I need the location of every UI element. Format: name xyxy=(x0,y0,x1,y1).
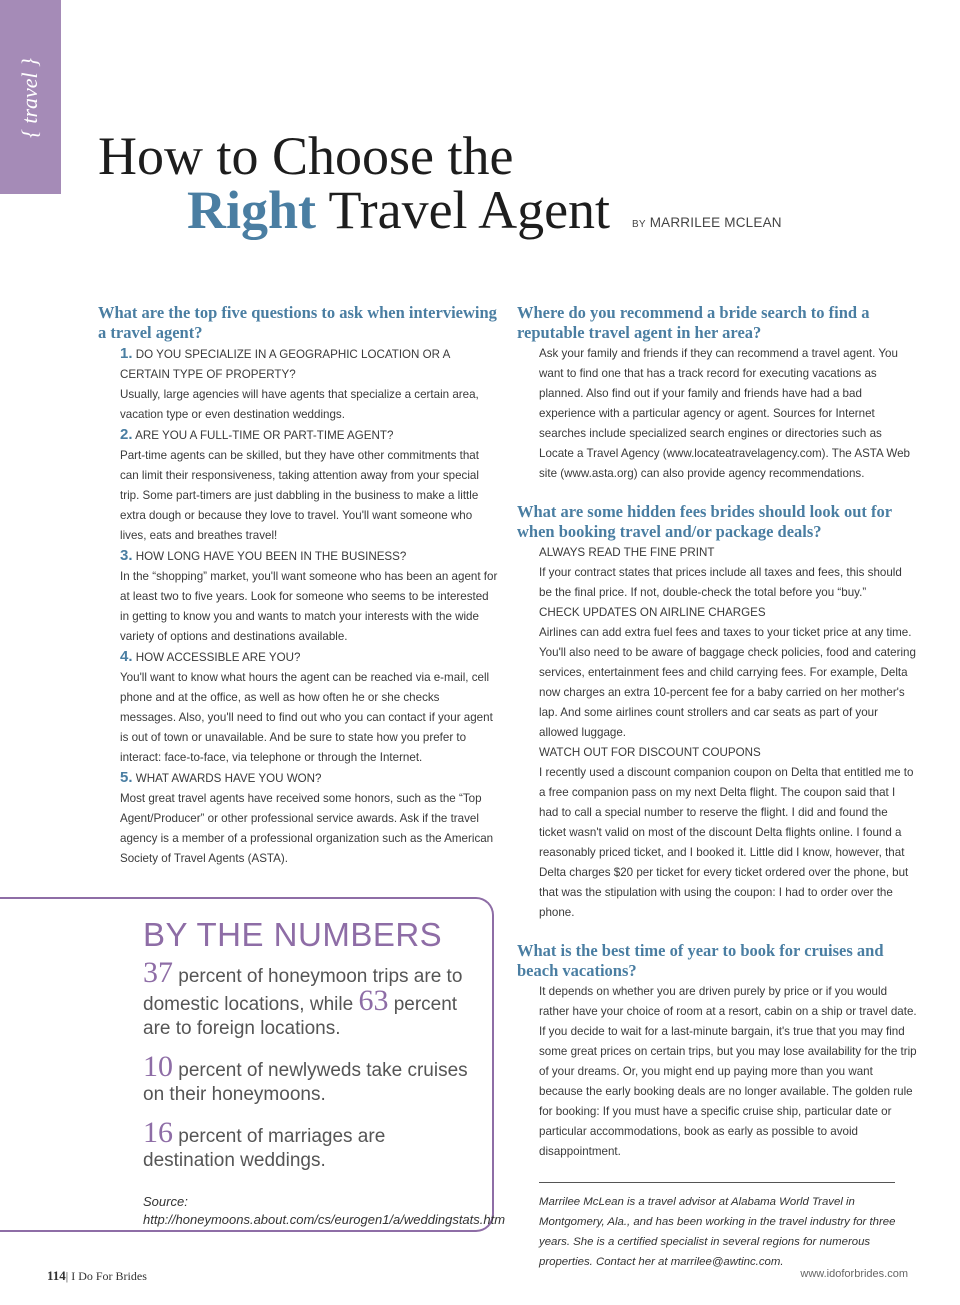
item-question: HOW ACCESSIBLE ARE YOU? xyxy=(135,651,301,664)
fee-heading: WATCH OUT FOR DISCOUNT COUPONS xyxy=(539,746,761,759)
title-line-1: How to Choose the xyxy=(98,126,514,186)
fee-heading: CHECK UPDATES ON AIRLINE CHARGES xyxy=(539,606,766,619)
author-bio: Marrilee McLean is a travel advisor at Alabama World Travel in Montgomery, Ala., and has been working in the travel industry for three years. She is a certified specialist in several regions for numerous properties. Contact her at marrilee@awtinc.com. xyxy=(539,1196,896,1268)
stat-text: percent of honeymoon trips are to domestic locations, while xyxy=(143,966,463,1015)
fee-body: Airlines can add extra fuel fees and taxes to your ticket price at any time. You'll also need to be aware of baggage check policies, food and catering services, entertainment fees and child carrying fees. For example, Delta now charges an extra 10-percent fee for a baby carried on her mother's lap. And some airlines count strollers and car seats as part of your allowed luggage. xyxy=(539,626,916,739)
magazine-name: I Do For Brides xyxy=(71,1269,147,1283)
item-body: In the “shopping” market, you'll want someone who has been an agent for at least two to five years. Look for someone who seems to be interested in getting to know you and wants to match your interests with the wide variety of options and destinations available. xyxy=(120,570,498,643)
stat-number: 63 xyxy=(358,984,389,1017)
page-number: 114 xyxy=(47,1268,66,1283)
title-accent: Right xyxy=(187,180,317,240)
item-question: ARE YOU A FULL-TIME OR PART-TIME AGENT? xyxy=(135,429,394,442)
page-folio: 114| I Do For Brides xyxy=(47,1268,147,1283)
item-body: Usually, large agencies will have agents that specialize a certain area, vacation type or even destination weddings. xyxy=(120,388,479,421)
item-body: Part-time agents can be skilled, but they have other commitments that can limit their responsiveness, taking attention away from your special trip. Some part-timers are just dabbling in the business to make a little extra dough or because they love to travel. You'll want someone who lives, eats and breathes travel! xyxy=(120,449,479,542)
item-question: HOW LONG HAVE YOU BEEN IN THE BUSINESS? xyxy=(135,550,407,563)
byline-by: BY xyxy=(632,219,646,230)
stat-honeymoon-locations xyxy=(143,956,473,1041)
stat-number: 10 xyxy=(143,1050,173,1083)
footer-url: www.idoforbrides.com xyxy=(800,1268,908,1280)
list-item xyxy=(120,647,498,768)
byline-author: MARRILEE MCLEAN xyxy=(649,215,782,230)
item-number: 4. xyxy=(120,648,133,665)
divider xyxy=(539,1182,895,1183)
source-note: Source: http://honeymoons.about.com/cs/eurogen1/a/weddingstats.htm xyxy=(143,1194,506,1227)
item-number: 1. xyxy=(120,345,133,362)
stat-number: 37 xyxy=(143,956,173,989)
left-question: What are the top five questions to ask when interviewing a travel agent? xyxy=(98,303,497,342)
item-body: You'll want to know what hours the agent can be reached via e-mail, cell phone and at the office, as well as how often he or she checks messages. Also, you'll need to find out who you can contact if your agent is out of town or unavailable. And be sure to state how you prefer to interact: face-to-face, via telephone or through the Internet. xyxy=(120,671,493,764)
section-tab xyxy=(0,0,61,194)
fee-heading: ALWAYS READ THE FINE PRINT xyxy=(539,546,715,559)
title-rest: Travel Agent xyxy=(328,180,611,240)
section-tab-label: { travel } xyxy=(17,58,42,138)
list-item xyxy=(120,344,498,425)
stat-text: percent are to foreign locations. xyxy=(143,994,458,1039)
stat-text: percent of newlyweds take cruises on their honeymoons. xyxy=(143,1060,468,1105)
item-number: 3. xyxy=(120,547,133,564)
byline xyxy=(632,215,782,230)
by-the-numbers-box xyxy=(0,897,506,1232)
stat-number: 16 xyxy=(143,1116,173,1149)
question-find-agent: Where do you recommend a bride search to find a reputable travel agent in her area? xyxy=(517,303,870,342)
stat-destination-weddings xyxy=(143,1116,473,1173)
box-title: BY THE NUMBERS xyxy=(143,916,443,953)
item-number: 5. xyxy=(120,769,133,786)
stat-cruises xyxy=(143,1050,473,1107)
item-number: 2. xyxy=(120,426,133,443)
fee-body: If your contract states that prices include all taxes and fees, this should be the final price. If not, double-check the total before you “buy.” xyxy=(539,566,902,599)
list-item xyxy=(120,425,498,546)
answer-find-agent: Ask your family and friends if they can recommend a travel agent. You want to find one that has a track record for executing vacations as planned. Also find out if your family and friends have had a bad experience with a particular agency or agent. Sources for Internet searches include specialized search engines or directories such as Locate a Travel Agency (www.locateatravelagency.com). The ASTA Web site (www.asta.org) can also provide agency recommendations. xyxy=(539,347,910,480)
fee-body: I recently used a discount companion coupon on Delta that entitled me to a free companion pass on my next Delta flight. The coupon said that I had to call a special number to reserve the flight. I did and found the ticket wasn't valid on most of the discount Delta flights online. I found a reasonably priced ticket, and I booked it. Little did I know, however, that Delta charges $20 per ticket for every ticket ordered over the phone, but that was the stipulation with using the coupon: I had to order over the phone. xyxy=(539,766,914,919)
stat-text: percent of marriages are destination weddings. xyxy=(143,1126,386,1171)
list-item xyxy=(120,768,498,869)
hidden-fees-list xyxy=(539,543,917,923)
question-hidden-fees: What are some hidden fees brides should look out for when booking travel and/or package deals? xyxy=(517,502,892,541)
item-question: WHAT AWARDS HAVE YOU WON? xyxy=(135,772,322,785)
answer-best-time: It depends on whether you are driven purely by price or if you would rather have your choice of room at a resort, cabin on a ship or travel date. If you decide to wait for a last-minute bargain, it's true that you may find some great prices on certain trips, but you may lose availability for the trip of your dreams. Or, you might end up paying more than you want because the early booking deals are no longer available. The golden rule for booking: If you must have a specific cruise ship, particular date or particular accommodations, book as early as possible to avoid disappointment. xyxy=(539,985,917,1158)
title-line-2 xyxy=(187,178,610,242)
questions-list xyxy=(120,344,498,869)
question-best-time: What is the best time of year to book for cruises and beach vacations? xyxy=(517,941,884,980)
right-column xyxy=(517,303,917,1272)
item-body: Most great travel agents have received some honors, such as the “Top Agent/Producer” or other professional service awards. Ask if the travel agency is a member of a professional organization such as the American Society of Travel Agents (ASTA). xyxy=(120,792,494,865)
list-item xyxy=(120,546,498,647)
item-question: DO YOU SPECIALIZE IN A GEOGRAPHIC LOCATION OR A CERTAIN TYPE OF PROPERTY? xyxy=(120,348,450,381)
left-column xyxy=(98,303,498,869)
